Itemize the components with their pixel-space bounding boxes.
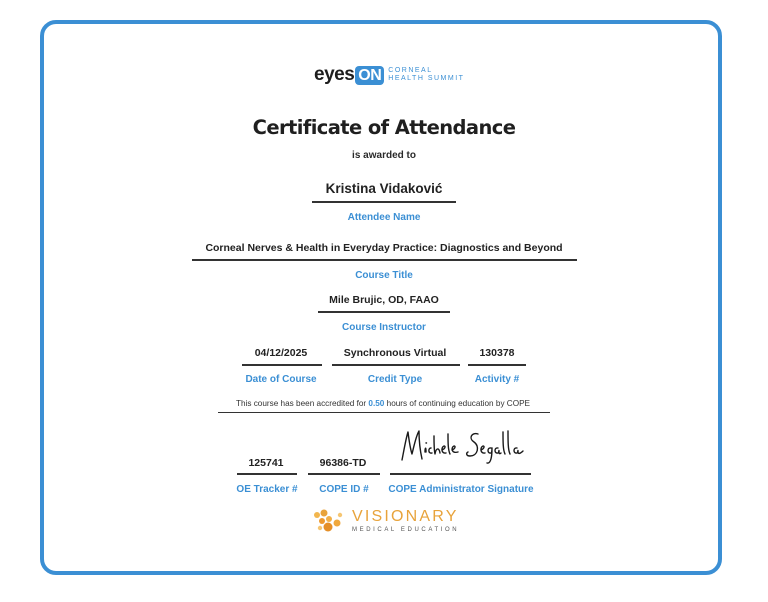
visionary-name: VISIONARY [352, 508, 459, 525]
logo-tagline-line1: CORNEAL [388, 67, 433, 74]
visionary-logo [312, 509, 459, 533]
accreditation-statement [218, 399, 548, 408]
course-title: Corneal Nerves & Health in Everyday Practice: Diagnostics and Beyond [205, 242, 563, 254]
eyeson-logo [314, 65, 464, 85]
accreditation-rule [218, 412, 550, 413]
awarded-text: is awarded to [352, 150, 416, 161]
logo-wordmark-eyes: eyes [314, 64, 355, 85]
activity-rule [468, 364, 526, 366]
accreditation-hours: 0.50 [368, 399, 385, 408]
accreditation-prefix: This course has been accredited for [235, 399, 367, 408]
credit-type-caption: Credit Type [367, 374, 423, 385]
instructor-rule [318, 311, 450, 313]
attendee-caption: Attendee Name [347, 212, 421, 223]
attendee-rule [312, 201, 456, 203]
date-caption: Date of Course [245, 374, 317, 385]
logo-tagline [388, 67, 464, 83]
activity-caption: Activity # [474, 374, 520, 385]
course-date: 04/12/2025 [254, 347, 308, 359]
date-rule [242, 364, 322, 366]
attendee-name: Kristina Vidaković [325, 181, 443, 196]
oe-tracker-caption: OE Tracker # [236, 484, 298, 495]
logo-wordmark-on: ON [355, 66, 384, 85]
cope-id-rule [308, 473, 380, 475]
instructor-caption: Course Instructor [342, 322, 426, 333]
cope-id: 96386-TD [319, 457, 367, 469]
oe-tracker-rule [237, 473, 297, 475]
course-title-rule [192, 259, 577, 261]
signature-caption: COPE Administrator Signature [388, 484, 534, 495]
course-title-caption: Course Title [355, 270, 413, 281]
signature-rule [390, 473, 531, 475]
course-instructor: Mile Brujic, OD, FAAO [329, 294, 439, 306]
accreditation-suffix: hours of continuing education by COPE [386, 399, 531, 408]
visionary-subtitle: MEDICAL EDUCATION [352, 527, 460, 533]
visionary-dots-icon [312, 509, 346, 533]
credit-type-rule [332, 364, 460, 366]
certificate-title: Certificate of Attendance [252, 116, 516, 139]
logo-tagline-line2: HEALTH SUMMIT [388, 75, 465, 82]
credit-type: Synchronous Virtual [343, 347, 447, 359]
oe-tracker-number: 125741 [248, 457, 284, 469]
activity-number: 130378 [479, 347, 515, 359]
cope-id-caption: COPE ID # [319, 484, 369, 495]
administrator-signature [398, 426, 528, 466]
